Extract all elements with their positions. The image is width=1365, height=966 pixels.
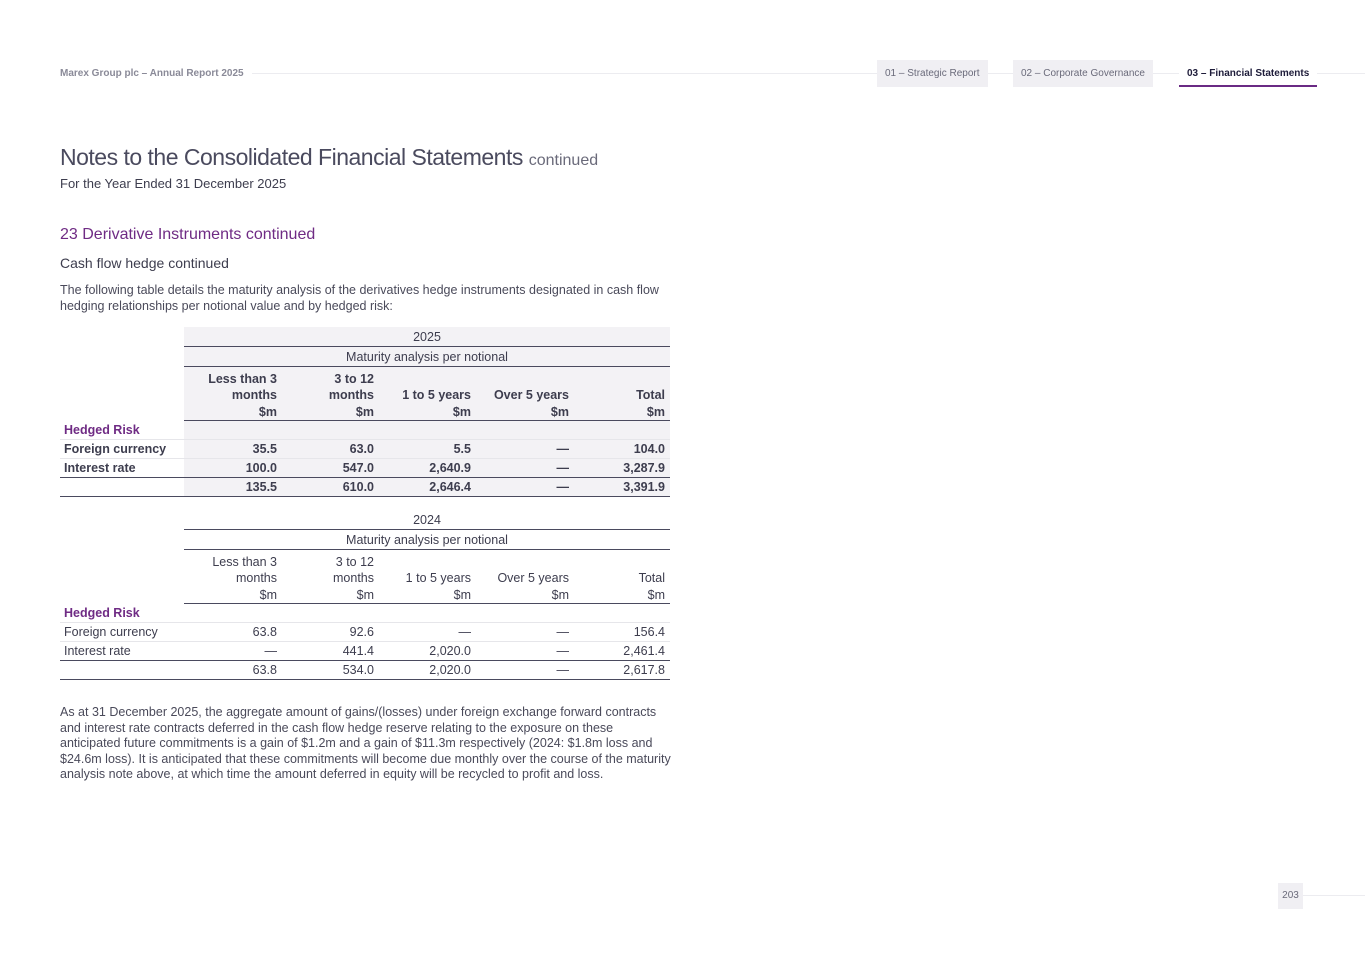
column-unit: $m: [476, 403, 574, 421]
total-cell: —: [476, 661, 574, 680]
table-cell: —: [476, 459, 574, 478]
row-label: Interest rate: [60, 642, 184, 661]
row-label: Foreign currency: [60, 623, 184, 642]
column-header: 1 to 5 years: [379, 367, 476, 404]
column-header: [282, 550, 379, 587]
column-header-line2: months: [333, 571, 374, 585]
blank-cell: [60, 586, 184, 604]
table-cell: 104.0: [574, 440, 670, 459]
table-cell: 3,287.9: [574, 459, 670, 478]
page-title: [60, 144, 598, 171]
page-number: 203: [1278, 883, 1303, 909]
blank-cell: [184, 421, 670, 440]
column-header: Over 5 years: [476, 367, 574, 404]
total-cell: 2,646.4: [379, 478, 476, 497]
table-group-header: Maturity analysis per notional: [184, 347, 670, 367]
table-cell: 5.5: [379, 440, 476, 459]
table-cell: 92.6: [282, 623, 379, 642]
column-header: [282, 367, 379, 404]
column-unit: $m: [282, 403, 379, 421]
table-cell: —: [184, 642, 282, 661]
column-unit: $m: [379, 586, 476, 604]
table-year: 2024: [413, 512, 441, 527]
table-cell: 2,640.9: [379, 459, 476, 478]
table-cell: 441.4: [282, 642, 379, 661]
row-label: Foreign currency: [60, 440, 184, 459]
hedged-risk-label: Hedged Risk: [60, 604, 184, 623]
table-cell: —: [476, 440, 574, 459]
blank-cell: [60, 530, 184, 550]
table-cell: 156.4: [574, 623, 670, 642]
total-cell: 63.8: [184, 661, 282, 680]
table-cell: 63.0: [282, 440, 379, 459]
table-cell: —: [476, 642, 574, 661]
blank-cell: [60, 403, 184, 421]
column-header: Total: [574, 367, 670, 404]
doc-title: Marex Group plc – Annual Report 2025: [60, 68, 244, 79]
column-unit: $m: [184, 403, 282, 421]
table-row: [60, 459, 670, 478]
column-header: 1 to 5 years: [405, 571, 471, 585]
subsection-title: [60, 255, 229, 271]
hedged-risk-label: Hedged Risk: [60, 421, 184, 440]
column-unit: $m: [476, 586, 574, 604]
section-title-text: 23 Derivative Instruments: [60, 226, 242, 243]
blank-cell: [60, 510, 184, 530]
column-header-line1: Less than 3: [212, 555, 277, 569]
blank-cell: [60, 327, 184, 347]
nav-tab-financial-statements[interactable]: 03 – Financial Statements: [1179, 60, 1317, 87]
column-header: [184, 550, 282, 587]
blank-cell: [184, 604, 670, 623]
maturity-table-2024: [60, 510, 670, 680]
table-cell: 100.0: [184, 459, 282, 478]
page-title-suffix: continued: [528, 152, 599, 169]
column-unit: $m: [574, 586, 670, 604]
column-header-line2: months: [231, 388, 277, 402]
section-title: [60, 226, 315, 244]
total-cell: 534.0: [282, 661, 379, 680]
page-number-rule: [1303, 895, 1365, 896]
column-header-line2: months: [328, 388, 374, 402]
intro-paragraph: The following table details the maturity analysis of the derivatives hedge instruments designated in cash flow hedging relationships per notional value and by hedged risk:: [60, 283, 659, 313]
blank-cell: [60, 478, 184, 497]
table-cell: —: [379, 623, 476, 642]
table-group-header: Maturity analysis per notional: [184, 530, 670, 550]
table-cell: 2,461.4: [574, 642, 670, 661]
subsection-title-suffix: continued: [168, 255, 229, 271]
blank-cell: [60, 550, 184, 587]
nav-tab-strategic-report[interactable]: 01 – Strategic Report: [877, 60, 988, 87]
page-subtitle: For the Year Ended 31 December 2025: [60, 176, 287, 191]
subsection-title-text: Cash flow hedge: [60, 255, 165, 271]
column-header-line1: Less than 3: [208, 372, 277, 386]
total-cell: 3,391.9: [574, 478, 670, 497]
total-row: [60, 661, 670, 680]
total-row: [60, 478, 670, 497]
maturity-table-2025: [60, 327, 670, 497]
column-header: [184, 367, 282, 404]
column-unit: $m: [184, 586, 282, 604]
column-unit: $m: [282, 586, 379, 604]
table-row: [60, 642, 670, 661]
table-cell: 63.8: [184, 623, 282, 642]
total-cell: 610.0: [282, 478, 379, 497]
table-row: [60, 440, 670, 459]
total-cell: 2,020.0: [379, 661, 476, 680]
section-title-suffix: continued: [245, 226, 316, 243]
table-year: 2025: [184, 327, 670, 347]
total-cell: 2,617.8: [574, 661, 670, 680]
table-cell: 35.5: [184, 440, 282, 459]
table-cell: 547.0: [282, 459, 379, 478]
column-header: Over 5 years: [497, 571, 569, 585]
table-cell: —: [476, 623, 574, 642]
column-header: Total: [638, 571, 665, 585]
column-header-line1: 3 to 12: [334, 372, 374, 386]
table-cell: 2,020.0: [379, 642, 476, 661]
blank-cell: [60, 661, 184, 680]
column-unit: $m: [574, 403, 670, 421]
table-row: [60, 623, 670, 642]
blank-cell: [60, 367, 184, 404]
column-header-line1: 3 to 12: [335, 555, 374, 569]
total-cell: 135.5: [184, 478, 282, 497]
blank-cell: [60, 347, 184, 367]
footer-paragraph: As at 31 December 2025, the aggregate amount of gains/(losses) under foreign exchange forward contracts and interest rate contracts deferred in the cash flow hedge reserve relating to the exposure on these anticipated future commitments is a gain of $1.2m and a gain of $11.3m respectively (2024: $1.8m loss and $24.6m loss). It is anticipated that these commitments will become due monthly over the course of the maturity analysis note above, at which time the amount deferred in equity will be recycled to profit and loss.: [60, 705, 671, 781]
nav-tab-corporate-governance[interactable]: 02 – Corporate Governance: [1013, 60, 1153, 87]
row-label: Interest rate: [60, 459, 184, 478]
total-cell: —: [476, 478, 574, 497]
column-header-line2: months: [236, 571, 277, 585]
page-title-text: Notes to the Consolidated Financial Statements: [60, 144, 523, 170]
column-unit: $m: [379, 403, 476, 421]
